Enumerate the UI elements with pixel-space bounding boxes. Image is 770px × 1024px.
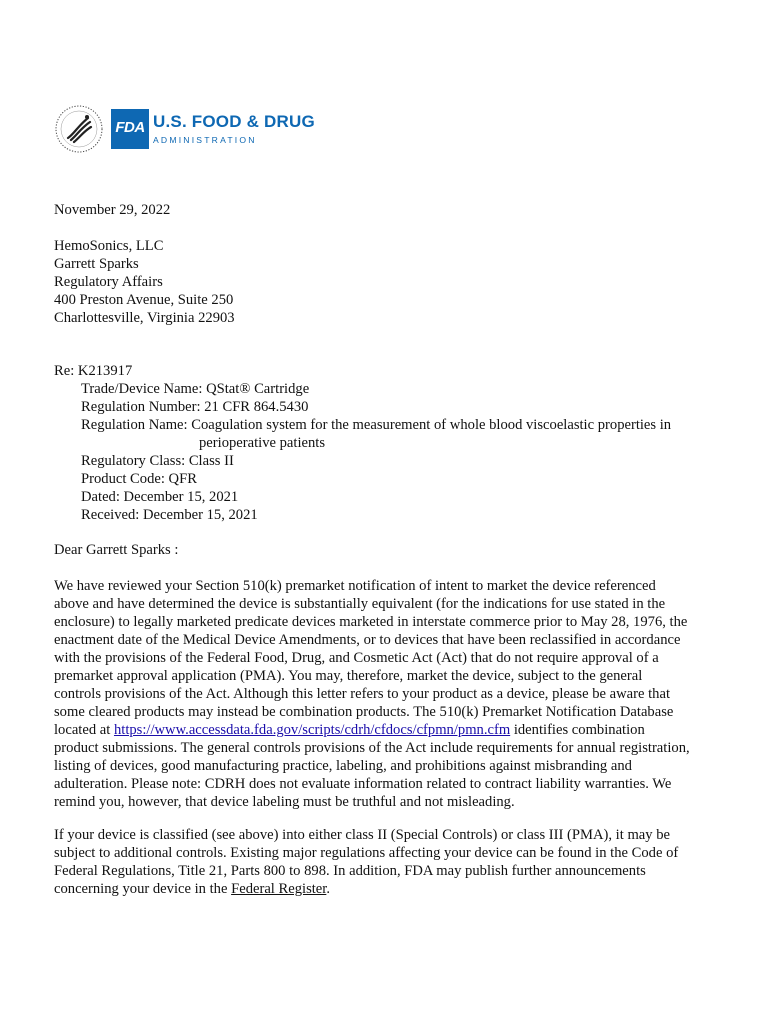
para2-line: If your device is classified (see above) into either class II (Special Controls) or class III (PMA), it may be (54, 827, 670, 843)
re-trade-name: Trade/Device Name: QStat® Cartridge (81, 381, 310, 397)
para2-text: . (326, 881, 330, 897)
para2-line: Federal Regulations, Title 21, Parts 800 to 898. In addition, FDA may publish further announcements (54, 863, 646, 879)
re-product-code: Product Code: QFR (81, 471, 197, 487)
para1-line: enclosure) to legally marketed predicate devices marketed in interstate commerce prior to May 28, 1976, the (54, 614, 688, 630)
recipient-department: Regulatory Affairs (54, 274, 163, 290)
re-dated: Dated: December 15, 2021 (81, 489, 239, 505)
federal-register-reference: Federal Register (231, 881, 327, 897)
para1-line: remind you, however, that device labeling must be truthful and not misleading. (54, 794, 515, 810)
para1-line: We have reviewed your Section 510(k) premarket notification of intent to market the device referenced (54, 578, 656, 594)
re-regulation-number: Regulation Number: 21 CFR 864.5430 (81, 399, 309, 415)
para1-line: with the provisions of the Federal Food, Drug, and Cosmetic Act (Act) that do not require approval of a (54, 650, 659, 666)
para1-line: premarket approval application (PMA). You may, therefore, market the device, subject to the general (54, 668, 643, 684)
para1-line: controls provisions of the Act. Although this letter refers to your product as a device, please be aware that (54, 686, 671, 702)
para1-line: product submissions. The general controls provisions of the Act include requirements for annual registration, (54, 740, 690, 756)
re-regulation-name: Regulation Name: Coagulation system for the measurement of whole blood viscoelastic properties in (81, 417, 672, 433)
pmn-database-link[interactable]: https://www.accessdata.fda.gov/scripts/cdrh/cfdocs/cfpmn/pmn.cfm (113, 722, 511, 738)
para1-line: adulteration. Please note: CDRH does not evaluate information related to contract liability warranties. We (54, 776, 672, 792)
para1-line (54, 721, 645, 739)
recipient-address-line2: Charlottesville, Virginia 22903 (54, 310, 235, 326)
fda-logo (111, 109, 149, 149)
para2-line: subject to additional controls. Existing major regulations affecting your device can be found in the Code of (54, 845, 679, 861)
re-regulatory-class: Regulatory Class: Class II (81, 453, 234, 469)
para1-line: some cleared products may instead be combination products. The 510(k) Premarket Notification Database (54, 704, 674, 720)
re-regulation-name-cont: perioperative patients (199, 435, 326, 451)
para1-line: listing of devices, good manufacturing practice, labeling, and prohibitions against misbranding and (54, 758, 632, 774)
agency-subtitle: ADMINISTRATION (153, 135, 257, 145)
para1-line: enactment date of the Medical Device Amendments, or to devices that have been reclassified in accordance (54, 632, 681, 648)
hhs-seal-icon (54, 104, 104, 154)
re-received: Received: December 15, 2021 (81, 507, 258, 523)
agency-name: U.S. FOOD & DRUG (153, 112, 315, 131)
recipient-address-line1: 400 Preston Avenue, Suite 250 (54, 292, 234, 308)
letter-date: November 29, 2022 (54, 202, 171, 218)
re-line: Re: K213917 (54, 363, 133, 379)
para2-line (54, 880, 330, 898)
fda-logo-text: FDA (115, 119, 145, 136)
recipient-name: Garrett Sparks (54, 256, 139, 272)
para1-line: above and have determined the device is substantially equivalent (for the indications for use stated in the (54, 596, 666, 612)
para1-text: located at (54, 722, 114, 738)
recipient-company: HemoSonics, LLC (54, 238, 164, 254)
salutation: Dear Garrett Sparks : (54, 542, 179, 558)
para1-text: identifies combination (510, 722, 645, 738)
para2-text: concerning your device in the (54, 881, 232, 897)
